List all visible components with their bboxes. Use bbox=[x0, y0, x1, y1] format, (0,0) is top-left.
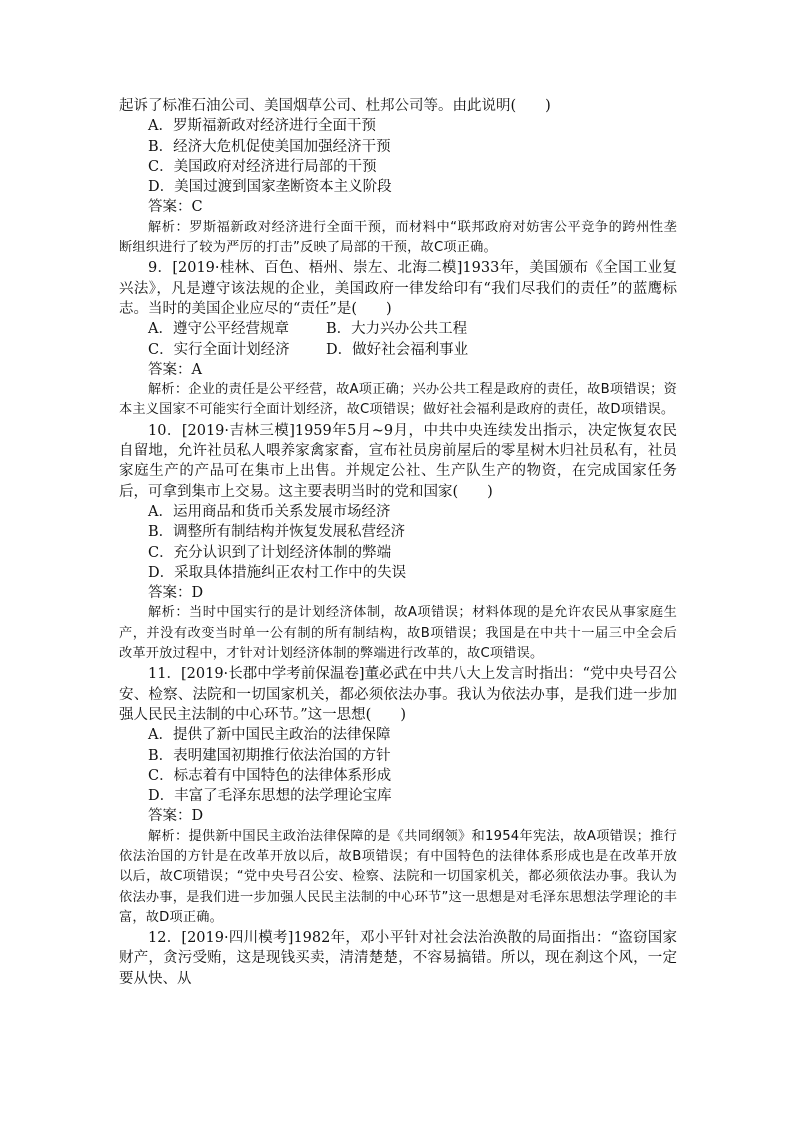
q9-options-row-1 bbox=[119, 319, 677, 339]
q10-option-c: C．充分认识到了计划经济体制的弊端 bbox=[148, 544, 392, 561]
q10-explanation: 解析：当时中国实行的是计划经济体制，故A项错误；材料体现的是允许农民从事家庭生产，并没有改变当时单一公有制的所有制结构，故B项错误；我国是在中共十一届三中全会后改革开放过程中，才针对计划经济体制的弊端进行改革的，故C项错误。 bbox=[119, 605, 677, 662]
q9-option-a: A．遵守公平经营规章 bbox=[148, 321, 289, 338]
q8-answer: 答案：C bbox=[148, 199, 203, 216]
q8-option-c: C．美国政府对经济进行局部的干预 bbox=[148, 158, 377, 175]
q9-answer: 答案：A bbox=[148, 361, 202, 378]
q11-option-c: C．标志着有中国特色的法律体系形成 bbox=[148, 767, 392, 784]
q10-option-a: A．运用商品和货币关系发展市场经济 bbox=[148, 503, 391, 520]
q11-option-b: B．表明建国初期推行依法治国的方针 bbox=[148, 747, 391, 764]
q9-option-b: B．大力兴办公共工程 bbox=[326, 321, 468, 338]
q9-explanation: 解析：企业的责任是公平经营，故A项正确；兴办公共工程是政府的责任，故B项错误；资本主义国家不可能实行全面计划经济，故C项错误；做好社会福利是政府的责任，故D项错误。 bbox=[119, 382, 677, 418]
q10-option-d: D．采取具体措施纠正农村工作中的失误 bbox=[148, 564, 407, 581]
q9-option-c: C．实行全面计划经济 bbox=[148, 341, 290, 358]
question-8-stem-tail: 起诉了标准石油公司、美国烟草公司、杜邦公司等。由此说明( ) bbox=[119, 98, 551, 114]
question-11-stem: 11．[2019·长郡中学考前保温卷]董必武在中共八大上发言时指出：“党中央号召公安、检察、法院和一切国家机关，都必须依法办事。我认为依法办事，是我们进一步加强人民民主法制的中心环节。”这一思想( ) bbox=[119, 666, 677, 723]
q11-explanation: 解析：提供新中国民主政治法律保障的是《共同纲领》和1954年宪法，故A项错误；推行依法治国的方针是在改革开放以后，故B项错误；有中国特色的法律体系形成也是在改革开放以后，故C项错误；“党中央号召公安、检察、法院和一切国家机关，都必须依法办事。我认为依法办事，是我们进一步加强人民民主法制的中心环节”这一思想是对毛泽东思想法学理论的丰富，故D项正确。 bbox=[119, 828, 677, 925]
q8-option-a: A．罗斯福新政对经济进行全面干预 bbox=[148, 118, 376, 135]
q8-explanation: 解析：罗斯福新政对经济进行全面干预，而材料中“联邦政府对妨害公平竞争的跨州性垄断组织进行了较为严厉的打击”反映了局部的干预，故C项正确。 bbox=[119, 219, 677, 256]
q8-option-b: B．经济大危机促使美国加强经济干预 bbox=[148, 138, 391, 155]
q9-option-d: D．做好社会福利事业 bbox=[326, 341, 469, 358]
question-9-stem: 9．[2019·桂林、百色、梧州、崇左、北海二模]1933年，美国颁布《全国工业复兴法》，凡是遵守该法规的企业，美国政府一律发给印有“我们尽我们的责任”的蓝鹰标志。当时的美国企业应尽的“责任”是( ) bbox=[119, 260, 677, 317]
q9-options-row-2 bbox=[119, 340, 677, 360]
document-page bbox=[119, 96, 677, 989]
q8-option-d: D．美国过渡到国家垄断资本主义阶段 bbox=[148, 179, 392, 196]
q11-answer: 答案：D bbox=[148, 808, 204, 825]
q11-option-d: D．丰富了毛泽东思想的法学理论宝库 bbox=[148, 788, 392, 805]
q10-answer: 答案：D bbox=[148, 585, 204, 602]
question-10-stem: 10．[2019·吉林三模]1959年5月~9月，中共中央连续发出指示，决定恢复农民自留地，允许社员私人喂养家禽家畜，宣布社员房前屋后的零星树木归社员私有，社员家庭生产的产品可在集市上出售。并规定公社、生产队生产的物资，在完成国家任务后，可拿到集市上交易。这主要表明当时的党和国家( ) bbox=[119, 422, 677, 500]
q10-option-b: B．调整所有制结构并恢复发展私营经济 bbox=[148, 524, 406, 541]
q11-option-a: A．提供了新中国民主政治的法律保障 bbox=[148, 727, 391, 744]
question-12-stem: 12．[2019·四川模考]1982年，邓小平针对社会法治涣散的局面指出：“盗窃国家财产，贪污受贿，这是现钱买卖，清清楚楚，不容易搞错。所以，现在刹这个风，一定要从快、从 bbox=[119, 930, 677, 987]
